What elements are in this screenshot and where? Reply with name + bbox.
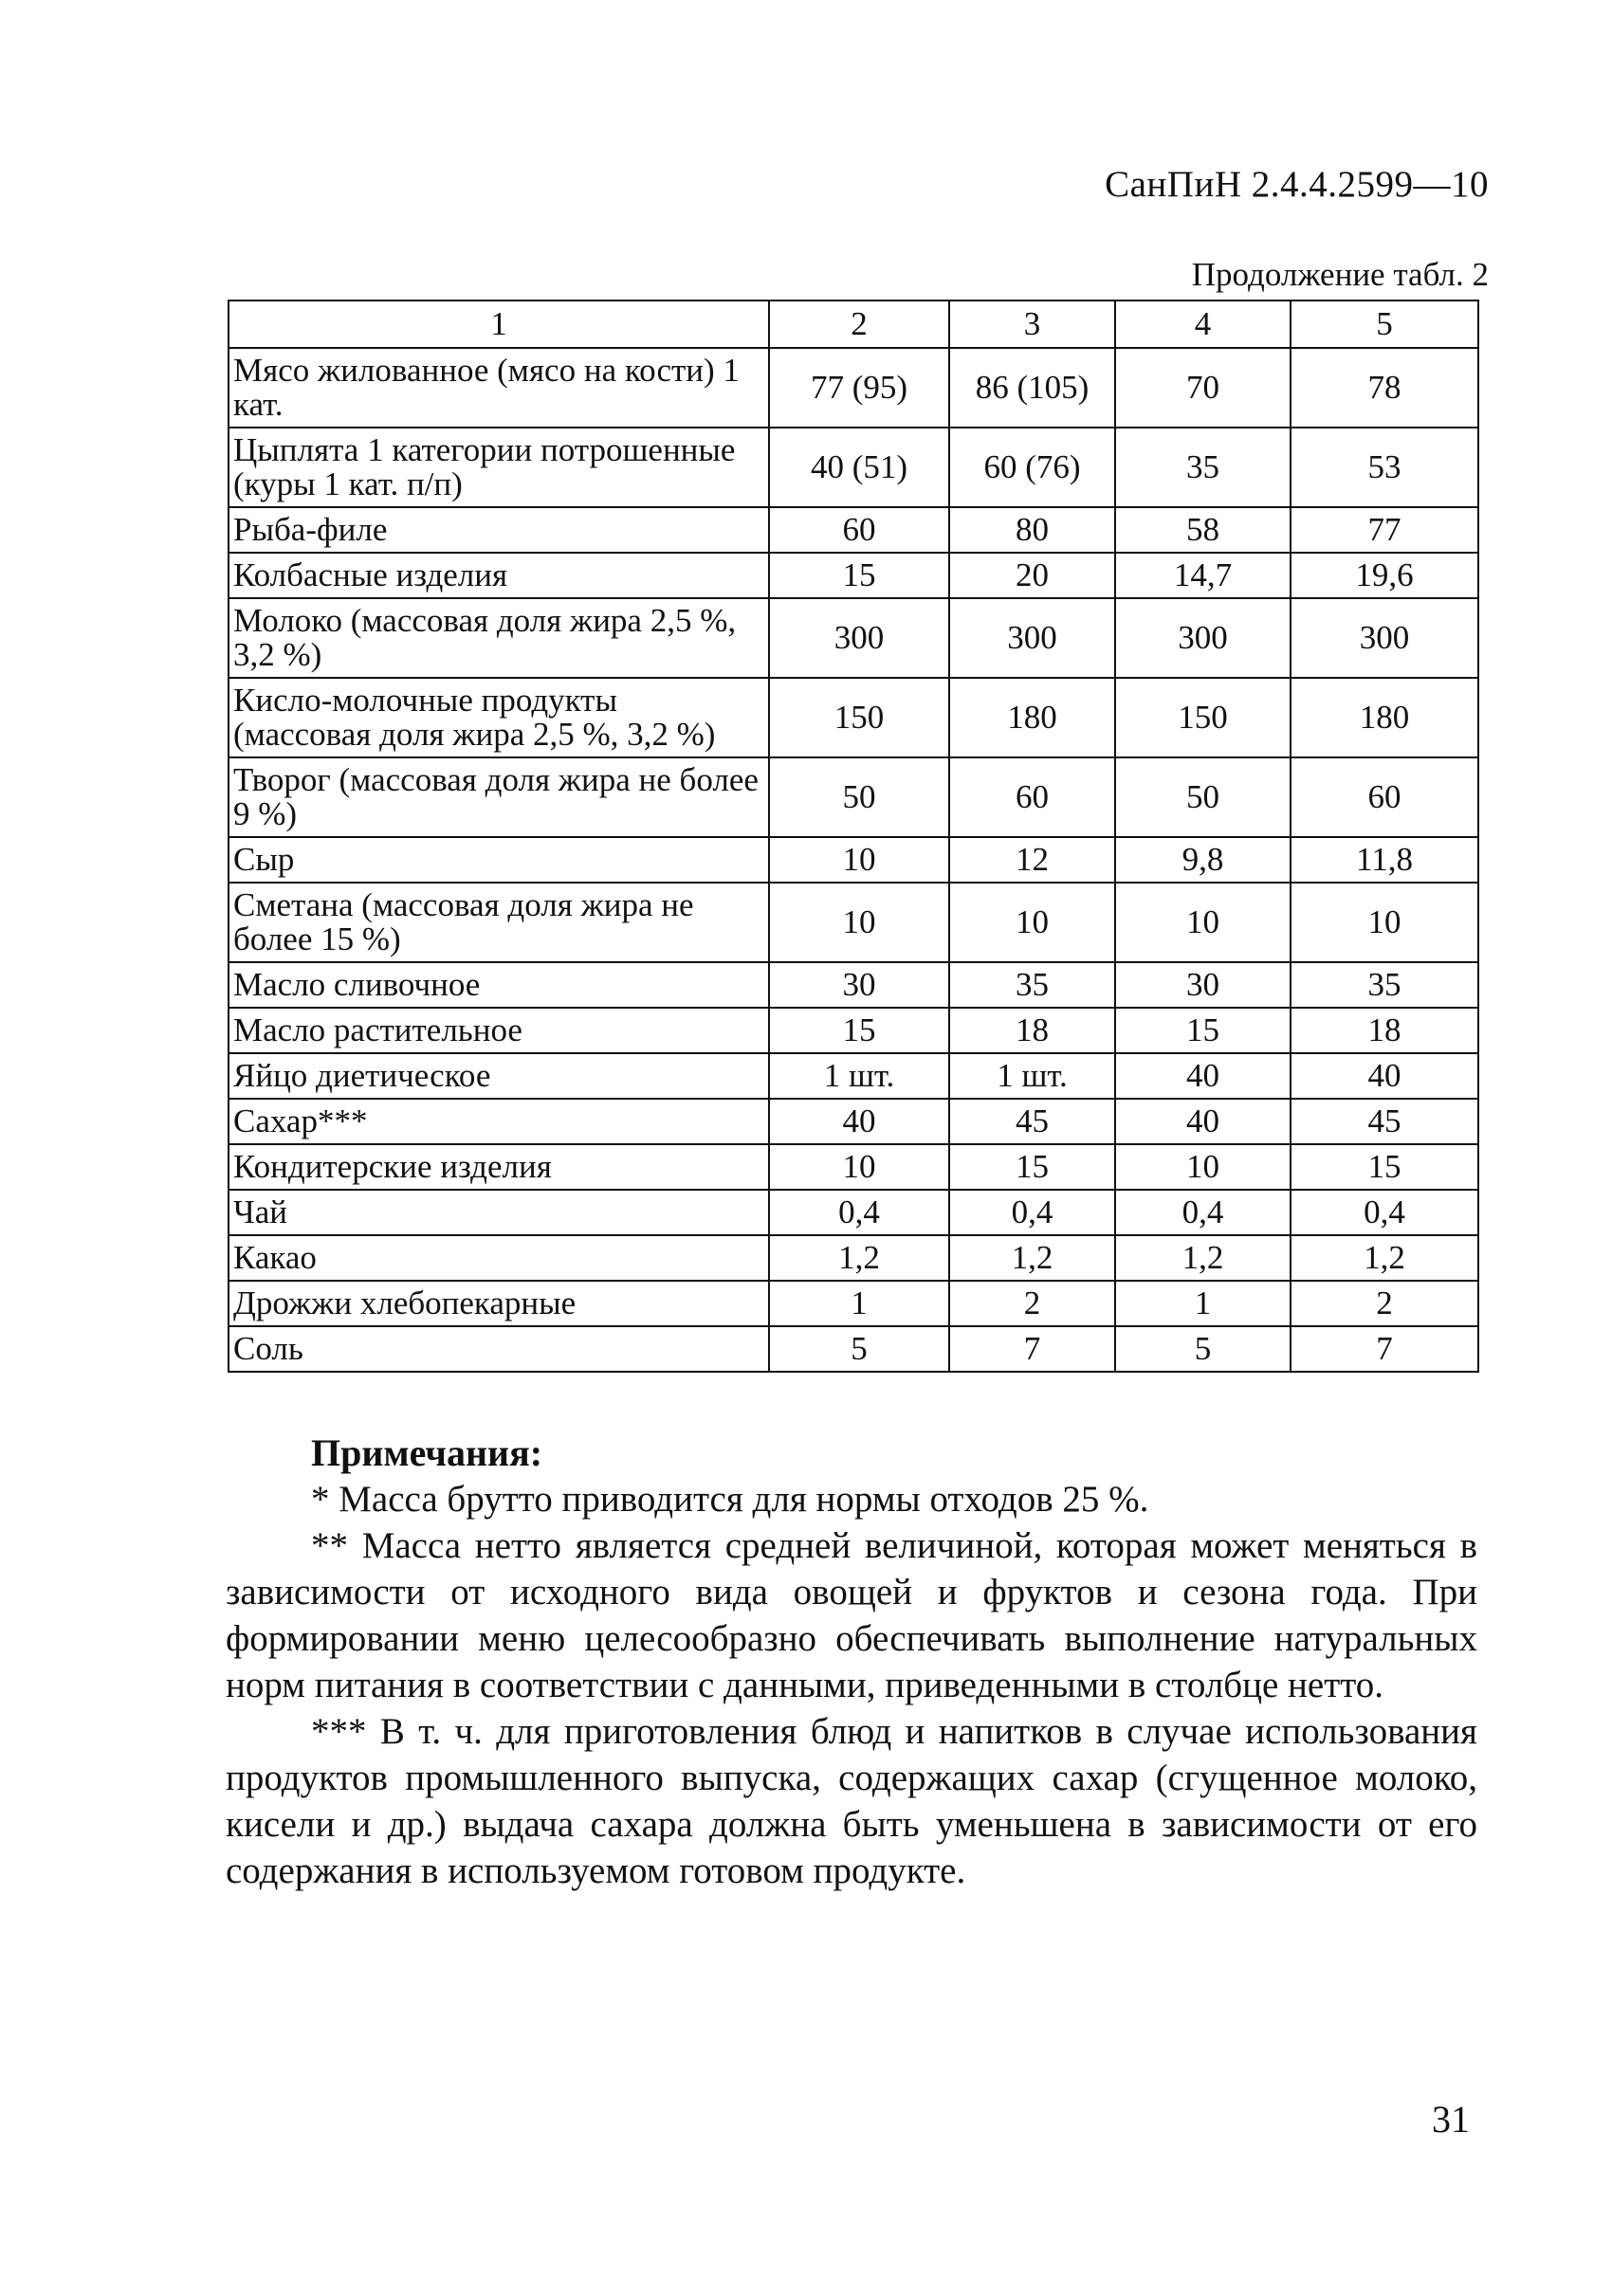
value-cell: 70 [1115,348,1291,428]
value-cell: 18 [1291,1008,1478,1053]
value-cell: 19,6 [1291,553,1478,598]
table-row [229,757,1478,837]
value-cell: 15 [1291,1144,1478,1190]
value-cell: 0,4 [1115,1190,1291,1235]
value-cell: 35 [949,962,1115,1008]
value-cell: 15 [769,1008,949,1053]
value-cell: 40 [769,1099,949,1144]
notes-section [226,1430,1477,1894]
value-cell: 77 [1291,507,1478,553]
value-cell: 10 [949,883,1115,962]
value-cell: 0,4 [949,1190,1115,1235]
notes-title: Примечания: [311,1431,543,1474]
product-name-cell: Сметана (массовая доля жира не более 15 %) [229,883,769,962]
value-cell: 58 [1115,507,1291,553]
table-row [229,598,1478,678]
value-cell: 300 [1291,598,1478,678]
value-cell: 7 [1291,1326,1478,1372]
value-cell: 18 [949,1008,1115,1053]
table-row [229,678,1478,757]
table-row [229,883,1478,962]
value-cell: 1,2 [1115,1235,1291,1281]
note-2: ** Масса нетто является средней величиной, которая может меняться в зависимости от исходного вида овощей и фруктов и сезона года. При формировании меню целесообразно обеспечивать выполнение натуральных норм питания в соответствии с данными, приведенными в столбце нетто. [226,1525,1477,1705]
document-code: СанПиН 2.4.4.2599—10 [1105,164,1489,205]
value-cell: 40 [1291,1053,1478,1099]
product-name-cell: Сыр [229,837,769,883]
value-cell: 300 [1115,598,1291,678]
value-cell: 15 [949,1144,1115,1190]
product-name-cell: Сахар*** [229,1099,769,1144]
table-row [229,962,1478,1008]
value-cell: 35 [1115,428,1291,507]
value-cell: 10 [1115,883,1291,962]
value-cell: 10 [769,1144,949,1190]
value-cell: 35 [1291,962,1478,1008]
product-name-cell: Кондитерские изделия [229,1144,769,1190]
value-cell: 9,8 [1115,837,1291,883]
value-cell: 20 [949,553,1115,598]
table-row [229,1144,1478,1190]
table-row [229,1053,1478,1099]
value-cell: 7 [949,1326,1115,1372]
product-name-cell: Молоко (массовая доля жира 2,5 %, 3,2 %) [229,598,769,678]
value-cell: 45 [949,1099,1115,1144]
value-cell: 60 (76) [949,428,1115,507]
norms-table-container [228,300,1477,1373]
value-cell: 1,2 [1291,1235,1478,1281]
value-cell: 14,7 [1115,553,1291,598]
value-cell: 1 шт. [769,1053,949,1099]
product-name-cell: Мясо жилованное (мясо на кости) 1 кат. [229,348,769,428]
value-cell: 1 [1115,1281,1291,1326]
value-cell: 11,8 [1291,837,1478,883]
value-cell: 78 [1291,348,1478,428]
value-cell: 15 [1115,1008,1291,1053]
product-name-cell: Чай [229,1190,769,1235]
value-cell: 0,4 [1291,1190,1478,1235]
table-row [229,507,1478,553]
product-name-cell: Цыплята 1 категории потрошенные (куры 1 кат. п/п) [229,428,769,507]
product-name-cell: Масло сливочное [229,962,769,1008]
value-cell: 40 (51) [769,428,949,507]
value-cell: 86 (105) [949,348,1115,428]
value-cell: 77 (95) [769,348,949,428]
value-cell: 300 [949,598,1115,678]
value-cell: 1,2 [949,1235,1115,1281]
value-cell: 60 [1291,757,1478,837]
column-header: 3 [949,301,1115,348]
table-row [229,1008,1478,1053]
table-row [229,553,1478,598]
value-cell: 10 [769,883,949,962]
product-name-cell: Какао [229,1235,769,1281]
value-cell: 30 [769,962,949,1008]
value-cell: 50 [1115,757,1291,837]
value-cell: 60 [949,757,1115,837]
table-row [229,428,1478,507]
value-cell: 5 [769,1326,949,1372]
value-cell: 2 [1291,1281,1478,1326]
column-header: 2 [769,301,949,348]
table-body [229,348,1478,1372]
product-name-cell: Яйцо диетическое [229,1053,769,1099]
value-cell: 15 [769,553,949,598]
value-cell: 180 [949,678,1115,757]
table-caption: Продолжение табл. 2 [1191,256,1489,293]
product-name-cell: Рыба-филе [229,507,769,553]
value-cell: 50 [769,757,949,837]
value-cell: 60 [769,507,949,553]
table-row [229,837,1478,883]
column-header: 4 [1115,301,1291,348]
column-header: 5 [1291,301,1478,348]
table-header-row [229,301,1478,348]
table-row [229,1235,1478,1281]
note-1: * Масса брутто приводится для нормы отходов 25 %. [311,1479,1149,1520]
value-cell: 80 [949,507,1115,553]
value-cell: 45 [1291,1099,1478,1144]
value-cell: 30 [1115,962,1291,1008]
product-name-cell: Кисло-молочные продукты (массовая доля жира 2,5 %, 3,2 %) [229,678,769,757]
value-cell: 40 [1115,1099,1291,1144]
table-row [229,1326,1478,1372]
product-name-cell: Творог (массовая доля жира не более 9 %) [229,757,769,837]
food-norms-table [228,300,1479,1373]
value-cell: 10 [1115,1144,1291,1190]
product-name-cell: Колбасные изделия [229,553,769,598]
product-name-cell: Дрожжи хлебопекарные [229,1281,769,1326]
note-3: *** В т. ч. для приготовления блюд и напитков в случае использования продуктов промышленного выпуска, содержащих сахар (сгущенное молоко, кисели и др.) выдача сахара должна быть уменьшена в зависимости от его содержания в используемом готовом продукте. [226,1711,1477,1891]
value-cell: 180 [1291,678,1478,757]
column-header: 1 [229,301,769,348]
value-cell: 12 [949,837,1115,883]
value-cell: 5 [1115,1326,1291,1372]
value-cell: 1,2 [769,1235,949,1281]
value-cell: 10 [769,837,949,883]
table-row [229,348,1478,428]
value-cell: 300 [769,598,949,678]
value-cell: 10 [1291,883,1478,962]
value-cell: 150 [1115,678,1291,757]
value-cell: 40 [1115,1053,1291,1099]
value-cell: 0,4 [769,1190,949,1235]
value-cell: 150 [769,678,949,757]
product-name-cell: Масло растительное [229,1008,769,1053]
product-name-cell: Соль [229,1326,769,1372]
table-row [229,1190,1478,1235]
value-cell: 1 шт. [949,1053,1115,1099]
table-row [229,1099,1478,1144]
value-cell: 1 [769,1281,949,1326]
table-row [229,1281,1478,1326]
value-cell: 53 [1291,428,1478,507]
value-cell: 2 [949,1281,1115,1326]
page-number: 31 [1432,2098,1470,2141]
